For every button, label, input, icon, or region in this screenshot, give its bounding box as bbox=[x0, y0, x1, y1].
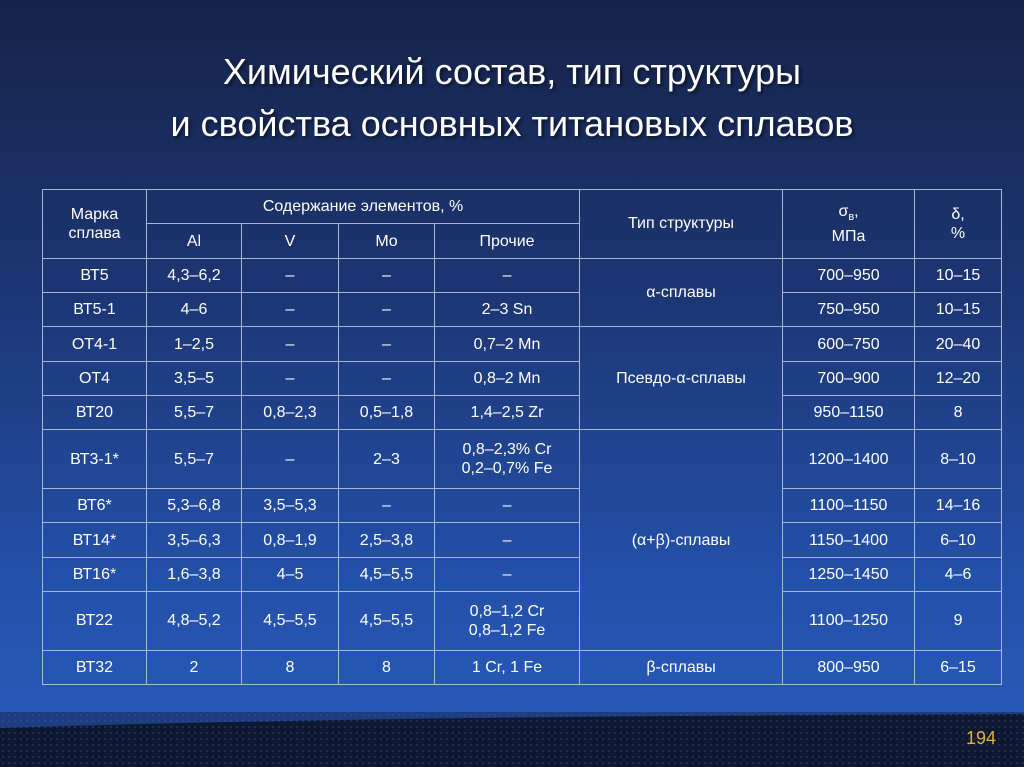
cell-v: – bbox=[242, 293, 339, 327]
sigma-unit: МПа bbox=[831, 227, 866, 245]
header-delta bbox=[915, 190, 1002, 259]
cell-v: 3,5–5,3 bbox=[242, 488, 339, 522]
table-row bbox=[43, 523, 1002, 557]
cell-other bbox=[435, 592, 580, 651]
bottom-pattern bbox=[0, 712, 1024, 767]
header-v: V bbox=[242, 224, 339, 258]
alloys-table bbox=[42, 189, 1002, 685]
cell-structure-alpha: α-сплавы bbox=[580, 258, 783, 327]
header-other: Прочие bbox=[435, 224, 580, 258]
cell-other: – bbox=[435, 523, 580, 557]
cell-al: 5,5–7 bbox=[147, 396, 242, 430]
cell-other: 1 Cr, 1 Fe bbox=[435, 650, 580, 684]
header-content: Содержание элементов, % bbox=[147, 190, 580, 224]
table-row bbox=[43, 293, 1002, 327]
delta-symbol: δ, bbox=[951, 205, 965, 223]
cell-delta: 8 bbox=[915, 396, 1002, 430]
header-row-1 bbox=[43, 190, 1002, 224]
cell-grade: ВТ3-1* bbox=[43, 430, 147, 489]
cell-other-line-1: 0,8–1,2 Cr bbox=[469, 602, 545, 620]
cell-other-line-2: 0,2–0,7% Fe bbox=[461, 460, 553, 478]
cell-v: 4,5–5,5 bbox=[242, 592, 339, 651]
cell-v: 0,8–1,9 bbox=[242, 523, 339, 557]
cell-delta: 4–6 bbox=[915, 557, 1002, 591]
title-line-1: Химический состав, тип структуры bbox=[222, 51, 802, 92]
cell-delta: 20–40 bbox=[915, 327, 1002, 361]
cell-other: – bbox=[435, 557, 580, 591]
cell-other-line-2: 0,8–1,2 Fe bbox=[468, 621, 546, 639]
cell-sigma: 950–1150 bbox=[783, 396, 915, 430]
table-row bbox=[43, 396, 1002, 430]
cell-al: 5,5–7 bbox=[147, 430, 242, 489]
delta-unit: % bbox=[950, 224, 966, 242]
cell-mo: – bbox=[339, 258, 435, 292]
cell-al: 3,5–6,3 bbox=[147, 523, 242, 557]
cell-al: 2 bbox=[147, 650, 242, 684]
cell-delta: 9 bbox=[915, 592, 1002, 651]
cell-mo: – bbox=[339, 293, 435, 327]
cell-structure-beta: β-сплавы bbox=[580, 650, 783, 684]
header-mo: Mo bbox=[339, 224, 435, 258]
cell-mo: 4,5–5,5 bbox=[339, 592, 435, 651]
cell-mo: 2–3 bbox=[339, 430, 435, 489]
cell-al: 1–2,5 bbox=[147, 327, 242, 361]
cell-grade: ВТ5-1 bbox=[43, 293, 147, 327]
cell-sigma: 800–950 bbox=[783, 650, 915, 684]
cell-other: 0,8–2 Mn bbox=[435, 361, 580, 395]
cell-sigma: 600–750 bbox=[783, 327, 915, 361]
cell-other: 2–3 Sn bbox=[435, 293, 580, 327]
table-row bbox=[43, 258, 1002, 292]
cell-al: 3,5–5 bbox=[147, 361, 242, 395]
cell-sigma: 750–950 bbox=[783, 293, 915, 327]
page-number: 194 bbox=[965, 728, 996, 748]
cell-sigma: 1100–1150 bbox=[783, 488, 915, 522]
cell-mo: 4,5–5,5 bbox=[339, 557, 435, 591]
header-structure: Тип структуры bbox=[580, 190, 783, 259]
cell-mo: – bbox=[339, 488, 435, 522]
table-row bbox=[43, 488, 1002, 522]
cell-grade: ОТ4 bbox=[43, 361, 147, 395]
table-row bbox=[43, 557, 1002, 591]
cell-sigma: 700–900 bbox=[783, 361, 915, 395]
sigma-comma: , bbox=[854, 202, 859, 220]
cell-delta: 10–15 bbox=[915, 258, 1002, 292]
cell-delta: 14–16 bbox=[915, 488, 1002, 522]
sigma-subscript: в bbox=[848, 210, 855, 223]
table-row bbox=[43, 361, 1002, 395]
cell-v: – bbox=[242, 327, 339, 361]
cell-grade: ВТ14* bbox=[43, 523, 147, 557]
cell-grade: ВТ16* bbox=[43, 557, 147, 591]
cell-al: 4,3–6,2 bbox=[147, 258, 242, 292]
cell-grade: ВТ20 bbox=[43, 396, 147, 430]
bottom-decoration bbox=[0, 712, 1024, 767]
cell-v: 8 bbox=[242, 650, 339, 684]
cell-other: – bbox=[435, 488, 580, 522]
slide-title bbox=[0, 46, 1024, 150]
cell-v: – bbox=[242, 361, 339, 395]
cell-delta: 6–15 bbox=[915, 650, 1002, 684]
cell-al: 1,6–3,8 bbox=[147, 557, 242, 591]
cell-other: – bbox=[435, 258, 580, 292]
cell-mo: 8 bbox=[339, 650, 435, 684]
cell-v: – bbox=[242, 258, 339, 292]
cell-sigma: 700–950 bbox=[783, 258, 915, 292]
header-sigma bbox=[783, 190, 915, 259]
cell-al: 5,3–6,8 bbox=[147, 488, 242, 522]
table-row bbox=[43, 430, 1002, 489]
cell-mo: – bbox=[339, 327, 435, 361]
cell-v: 0,8–2,3 bbox=[242, 396, 339, 430]
cell-delta: 6–10 bbox=[915, 523, 1002, 557]
table-row bbox=[43, 592, 1002, 651]
cell-grade: ОТ4-1 bbox=[43, 327, 147, 361]
cell-al: 4,8–5,2 bbox=[147, 592, 242, 651]
cell-structure-alpha-beta: (α+β)-сплавы bbox=[580, 430, 783, 650]
cell-other-line-1: 0,8–2,3% Cr bbox=[462, 441, 552, 459]
cell-v: – bbox=[242, 430, 339, 489]
cell-delta: 12–20 bbox=[915, 361, 1002, 395]
table-row bbox=[43, 327, 1002, 361]
cell-grade: ВТ32 bbox=[43, 650, 147, 684]
title-line-2: и свойства основных титановых сплавов bbox=[170, 103, 854, 144]
cell-mo: – bbox=[339, 361, 435, 395]
cell-sigma: 1250–1450 bbox=[783, 557, 915, 591]
cell-grade: ВТ5 bbox=[43, 258, 147, 292]
cell-grade: ВТ22 bbox=[43, 592, 147, 651]
cell-structure-pseudo-alpha: Псевдо-α-сплавы bbox=[580, 327, 783, 430]
cell-sigma: 1200–1400 bbox=[783, 430, 915, 489]
cell-sigma: 1100–1250 bbox=[783, 592, 915, 651]
cell-al: 4–6 bbox=[147, 293, 242, 327]
cell-grade: ВТ6* bbox=[43, 488, 147, 522]
cell-delta: 10–15 bbox=[915, 293, 1002, 327]
cell-other bbox=[435, 430, 580, 489]
cell-other: 1,4–2,5 Zr bbox=[435, 396, 580, 430]
cell-mo: 2,5–3,8 bbox=[339, 523, 435, 557]
cell-other: 0,7–2 Mn bbox=[435, 327, 580, 361]
cell-v: 4–5 bbox=[242, 557, 339, 591]
header-al: Al bbox=[147, 224, 242, 258]
sigma-symbol: σ bbox=[838, 202, 849, 220]
table-row bbox=[43, 650, 1002, 684]
cell-delta: 8–10 bbox=[915, 430, 1002, 489]
cell-mo: 0,5–1,8 bbox=[339, 396, 435, 430]
cell-sigma: 1150–1400 bbox=[783, 523, 915, 557]
header-grade: Марка сплава bbox=[43, 190, 147, 259]
